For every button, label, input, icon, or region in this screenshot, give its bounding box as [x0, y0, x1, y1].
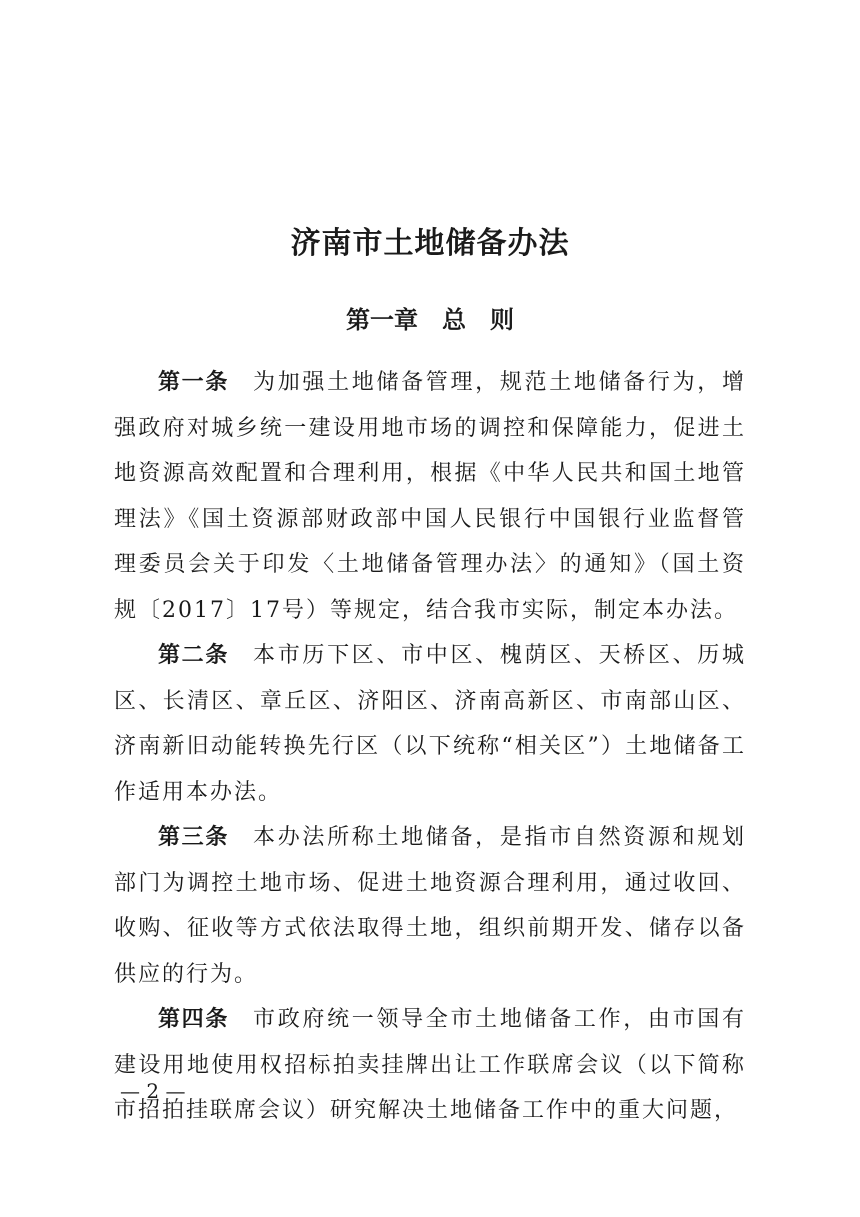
article-label: 第二条 — [158, 643, 230, 668]
article-label: 第四条 — [158, 1007, 230, 1032]
document-title: 济南市土地储备办法 — [290, 226, 570, 261]
page-number: — 2 — — [120, 1079, 186, 1103]
article-4 — [114, 997, 746, 1134]
document-body — [114, 360, 746, 1134]
article-text: 本办法所称土地储备，是指市自然资源和规划部门为调控土地市场、促进土地资源合理利用，通过收回、收购、征收等方式依法取得土地，组织前期开发、储存以备供应的行为。 — [114, 825, 746, 987]
article-label: 第三条 — [158, 825, 230, 850]
article-1 — [114, 360, 746, 633]
article-text: 市政府统一领导全市土地储备工作，由市国有建设用地使用权招标拍卖挂牌出让工作联席会议（以下简称市招拍挂联席会议）研究解决土地储备工作中的重大问题， — [114, 1007, 746, 1123]
article-label: 第一条 — [158, 370, 230, 395]
article-2 — [114, 633, 746, 815]
article-text: 为加强土地储备管理，规范土地储备行为，增强政府对城乡统一建设用地市场的调控和保障能力，促进土地资源高效配置和合理利用，根据《中华人民共和国土地管理法》《国土资源部财政部中国人民银行中国银行业监督管理委员会关于印发〈土地储备管理办法〉的通知》（国土资规〔2017〕17号）等规定，结合我市实际，制定本办法。 — [114, 370, 746, 623]
article-text: 本市历下区、市中区、槐荫区、天桥区、历城区、长清区、章丘区、济阳区、济南高新区、市南部山区、济南新旧动能转换先行区（以下统称“相关区”）土地储备工作适用本办法。 — [114, 643, 746, 805]
chapter-heading: 第一章 总 则 — [346, 305, 514, 334]
article-3 — [114, 815, 746, 997]
